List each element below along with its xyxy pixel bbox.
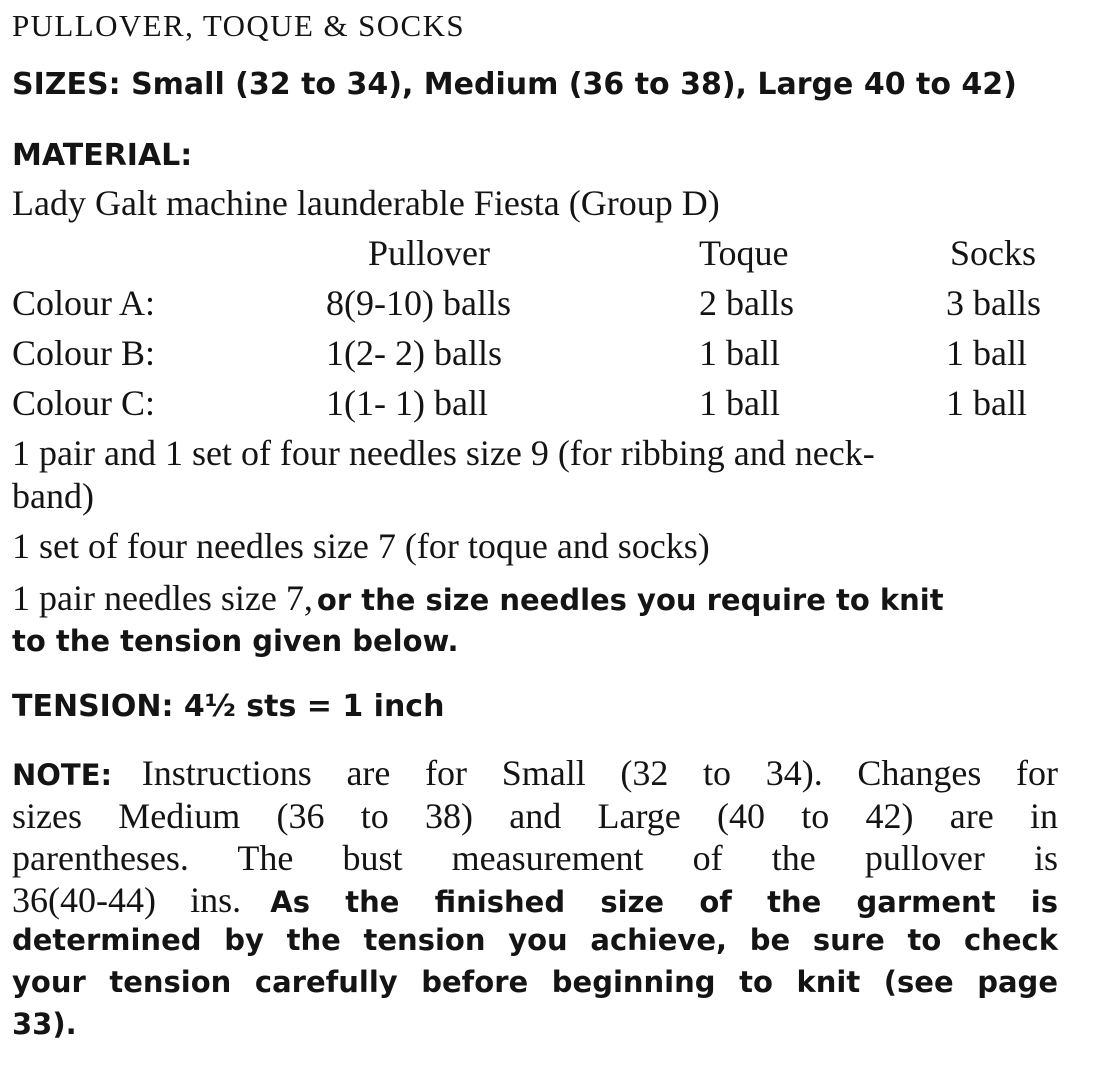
- row-label-colour-b: Colour B:: [12, 333, 156, 373]
- needles-line-3-bold: or the size needles you require to knit: [316, 583, 944, 617]
- note-line-4-plain: 36(40-44) ins.: [12, 880, 242, 920]
- note-label: NOTE:: [12, 758, 113, 792]
- cell-colour-b-socks: 1 ball: [946, 333, 1027, 373]
- needles-line-3: [12, 577, 944, 619]
- cell-colour-b-toque: 1 ball: [699, 333, 780, 373]
- tension-line: TENSION: 4½ sts = 1 inch: [12, 689, 445, 724]
- needles-line-1: 1 pair and 1 set of four needles size 9 (for ribbing and neck-: [12, 433, 875, 473]
- cell-colour-a-socks: 3 balls: [946, 283, 1041, 323]
- cell-colour-b-pullover: 1(2- 2) balls: [326, 333, 502, 373]
- note-line-4-bold: As the finished size of the garment is: [270, 885, 1059, 919]
- note-line-1: [12, 752, 1058, 794]
- column-header-pullover: Pullover: [368, 233, 490, 273]
- material-heading: MATERIAL:: [12, 138, 193, 173]
- cell-colour-c-pullover: 1(1- 1) ball: [326, 383, 488, 423]
- pattern-title: PULLOVER, TOQUE & SOCKS: [12, 8, 466, 43]
- column-header-socks: Socks: [950, 233, 1037, 273]
- row-label-colour-a: Colour A:: [12, 283, 156, 323]
- sizes-line: SIZES: Small (32 to 34), Medium (36 to 38), Large 40 to 42): [12, 67, 1017, 102]
- row-label-colour-c: Colour C:: [12, 383, 156, 423]
- yarn-description: Lady Galt machine launderable Fiesta (Group D): [12, 183, 720, 223]
- note-line-7: 33).: [12, 1007, 77, 1041]
- note-line-1-text: Instructions are for Small (32 to 34). Changes for: [141, 753, 1058, 793]
- note-line-4: [12, 879, 1058, 921]
- needles-line-3-plain: 1 pair needles size 7,: [12, 578, 313, 618]
- cell-colour-c-socks: 1 ball: [946, 383, 1027, 423]
- needles-line-3-cont: to the tension given below.: [12, 624, 459, 658]
- needles-line-2: 1 set of four needles size 7 (for toque and socks): [12, 526, 710, 566]
- cell-colour-a-toque: 2 balls: [699, 283, 794, 323]
- cell-colour-a-pullover: 8(9-10) balls: [326, 283, 511, 323]
- column-header-toque: Toque: [699, 233, 789, 273]
- cell-colour-c-toque: 1 ball: [699, 383, 780, 423]
- note-line-2: sizes Medium (36 to 38) and Large (40 to 42) are in: [12, 796, 1058, 836]
- note-line-3: parentheses. The bust measurement of the pullover is: [12, 838, 1058, 878]
- note-line-6: your tension carefully before beginning to knit (see page: [12, 965, 1058, 999]
- needles-line-1-cont: band): [12, 476, 94, 516]
- note-line-5: determined by the tension you achieve, be sure to check: [12, 923, 1058, 957]
